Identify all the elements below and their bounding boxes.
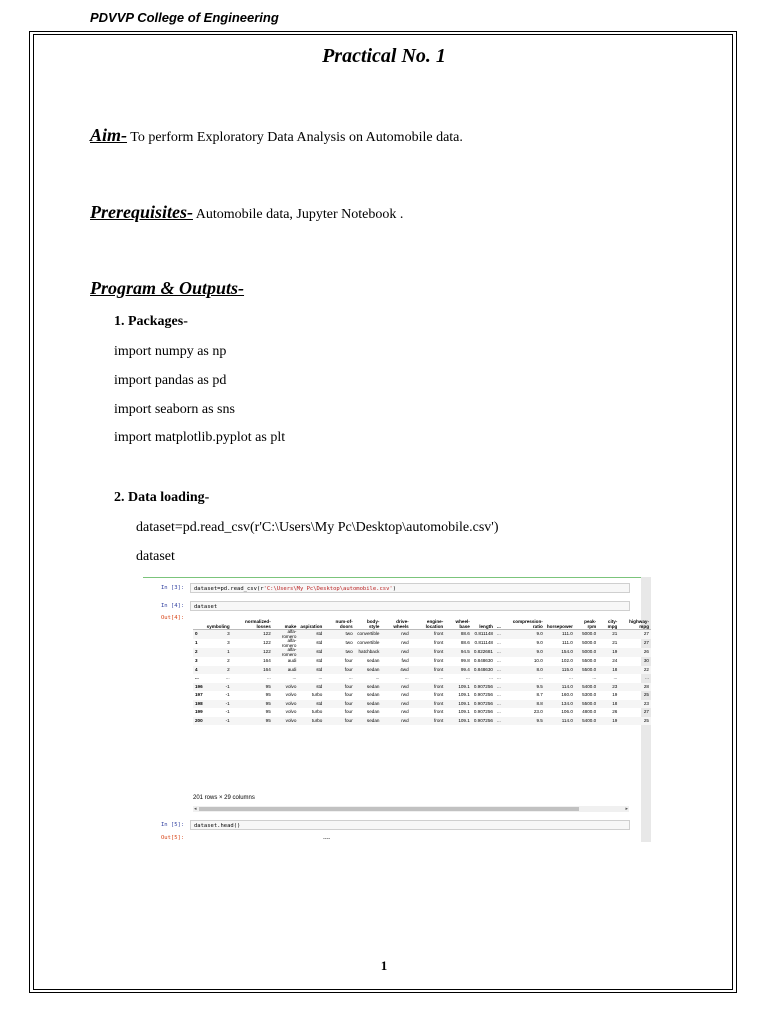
column-header: highway-mpg — [619, 619, 651, 630]
table-cell: 5500.0 — [575, 700, 598, 709]
code-cell — [190, 601, 630, 611]
table-cell: 18 — [598, 666, 619, 675]
table-cell: 5000.0 — [575, 630, 598, 640]
table-cell: 26 — [619, 648, 651, 657]
table-cell: 0.907256 — [473, 692, 493, 697]
prerequisites-text: Automobile data, Jupyter Notebook . — [195, 207, 404, 222]
table-cell: 88.6 — [445, 630, 472, 640]
table-row — [193, 639, 651, 648]
table-cell: ... — [496, 658, 501, 663]
table-cell: 0.907256 — [473, 709, 493, 714]
table-cell: four — [344, 692, 353, 697]
column-header: city-mpg — [598, 619, 619, 630]
table-cell: rwd — [381, 717, 410, 726]
table-cell: volvo — [273, 717, 299, 726]
page-inner-border — [33, 34, 733, 990]
table-cell: 99.8 — [460, 658, 470, 663]
cell-selection-line — [143, 577, 643, 578]
table-cell: 109.1 — [445, 717, 472, 726]
table-cell: -1 — [205, 717, 232, 726]
table-row — [193, 717, 651, 726]
table-cell: turbo — [311, 692, 323, 697]
cell-prompt: In [3]: — [161, 585, 185, 591]
table-cell: ... — [404, 675, 409, 680]
table-cell: ... — [569, 675, 573, 680]
table-cell: 114.0 — [545, 717, 575, 726]
table-cell: front — [411, 700, 446, 709]
table-cell: 8.7 — [536, 692, 543, 697]
table-cell: 160.0 — [561, 692, 573, 697]
row-index: 0 — [193, 630, 205, 640]
table-cell: 27 — [619, 630, 651, 640]
row-index: 1 — [195, 640, 198, 646]
output-prompt: Out[5]: — [161, 835, 185, 841]
table-cell: 19 — [612, 692, 618, 697]
table-cell: 109.1 — [458, 692, 470, 697]
table-cell: 122 — [263, 640, 271, 646]
code-string: 'C:\Users\My Pc\Desktop\automobile.csv' — [263, 586, 393, 592]
table-cell: 0.907256 — [472, 717, 495, 726]
table-cell: ... — [496, 692, 501, 697]
table-cell: sedan — [366, 658, 380, 663]
row-count: 201 rows × 29 columns — [193, 795, 255, 801]
table-cell: ... — [613, 675, 618, 680]
row-index: 4 — [193, 666, 205, 675]
table-cell: two — [324, 630, 354, 640]
table-cell: 0.811148 — [474, 640, 493, 646]
table-cell: rwd — [381, 648, 410, 657]
table-cell: rwd — [401, 709, 409, 714]
table-cell: 9.0 — [503, 648, 545, 657]
table-cell: four — [324, 700, 354, 709]
table-cell: 3 — [227, 640, 230, 646]
code-line: import pandas as pd — [114, 373, 227, 388]
table-cell: 164 — [263, 658, 271, 663]
table-cell: 95 — [232, 683, 273, 692]
table-cell: sedan — [366, 709, 380, 714]
prerequisites-section — [90, 202, 403, 223]
table-row — [193, 657, 651, 666]
table-cell: front — [411, 666, 446, 675]
table-cell: 0.848630 — [472, 666, 495, 675]
table-cell: 88.6 — [460, 640, 470, 646]
table-cell: ... — [495, 648, 503, 657]
code-text: ) — [392, 586, 396, 592]
row-index: 199 — [195, 709, 203, 714]
table-cell: 102.0 — [561, 658, 573, 663]
table-cell: audi — [287, 658, 297, 663]
table-cell: 27 — [643, 709, 649, 714]
table-row — [193, 691, 651, 700]
table-cell: 2 — [227, 658, 230, 663]
table-cell: -1 — [205, 700, 232, 709]
table-cell: 94.5 — [445, 648, 472, 657]
horizontal-scrollbar[interactable] — [193, 806, 629, 812]
table-cell: 99.4 — [445, 666, 472, 675]
table-cell: std — [298, 666, 324, 675]
table-cell: std — [298, 648, 324, 657]
table-cell: ... — [592, 675, 597, 680]
table-cell: 19 — [598, 648, 619, 657]
table-cell: 164 — [232, 666, 273, 675]
table-cell: volvo — [285, 692, 297, 697]
table-cell: four — [344, 658, 353, 663]
table-row — [193, 700, 651, 709]
table-cell: 10.0 — [533, 658, 543, 663]
column-header: normalized-losses — [232, 619, 273, 630]
table-cell: 0.907256 — [472, 700, 495, 709]
table-row — [193, 648, 651, 657]
aim-section — [90, 125, 463, 146]
table-cell: 122 — [232, 630, 273, 640]
table-cell: sedan — [355, 700, 382, 709]
row-index: ... — [195, 675, 199, 680]
table-cell: 109.1 — [445, 700, 472, 709]
table-cell: 8.8 — [503, 700, 545, 709]
table-cell: ... — [645, 675, 649, 680]
table-cell: 5300.0 — [582, 692, 597, 697]
table-row — [193, 674, 651, 683]
table-cell: 2 — [205, 666, 232, 675]
row-index: 198 — [193, 700, 205, 709]
packages-heading: 1. Packages- — [114, 314, 188, 329]
table-cell: alfa-romero — [281, 638, 297, 648]
table-cell: 30 — [643, 658, 649, 663]
table-cell: audi — [273, 666, 299, 675]
table-cell: ... — [495, 666, 503, 675]
table-cell: front — [411, 683, 446, 692]
table-cell: rwd — [381, 683, 410, 692]
table-cell: ... — [496, 709, 501, 714]
table-cell: 154.0 — [545, 648, 575, 657]
table-cell: hatchback — [355, 648, 382, 657]
table-cell: sedan — [355, 666, 382, 675]
table-cell: 21 — [598, 630, 619, 640]
table-cell: ... — [348, 675, 353, 680]
column-header: symboling — [205, 619, 232, 630]
table-cell: 22 — [619, 666, 651, 675]
table-cell: 114.0 — [545, 683, 575, 692]
column-header — [193, 619, 205, 630]
notebook-screenshot — [143, 577, 651, 842]
table-cell: rwd — [401, 640, 409, 646]
row-index: 200 — [193, 717, 205, 726]
table-cell: ... — [495, 717, 503, 726]
prerequisites-heading: Prerequisites- — [90, 202, 193, 222]
table-cell: front — [411, 717, 446, 726]
column-header: wheel-base — [445, 619, 472, 630]
table-cell: 95 — [232, 717, 273, 726]
table-cell: 95 — [265, 692, 271, 697]
table-cell: front — [434, 692, 444, 697]
column-header: make — [273, 619, 299, 630]
column-header: drive-wheels — [381, 619, 410, 630]
table-cell: alfa-romero — [273, 648, 299, 657]
row-index: 3 — [195, 658, 198, 663]
table-cell: ... — [496, 675, 501, 680]
table-cell: 26 — [612, 709, 618, 714]
column-header: length — [472, 619, 495, 630]
table-cell: 111.0 — [562, 640, 573, 646]
table-cell: ... — [538, 675, 543, 680]
code-text: dataset=pd.read_csv(r — [194, 586, 264, 592]
table-cell: ... — [292, 675, 297, 680]
row-index: 196 — [193, 683, 205, 692]
code-text: dataset — [194, 604, 218, 610]
page-number: 1 — [380, 958, 388, 973]
dataframe-table — [193, 619, 651, 725]
table-cell: 3 — [205, 630, 232, 640]
table-cell: 19 — [598, 717, 619, 726]
table-cell: 23 — [598, 683, 619, 692]
table-row — [193, 708, 651, 717]
code-line: import seaborn as sns — [114, 402, 235, 417]
table-cell: four — [324, 683, 354, 692]
table-cell: turbo — [298, 717, 324, 726]
output-placeholder: ---- — [323, 836, 331, 842]
table-cell: 5000.0 — [575, 648, 598, 657]
table-cell: 9.0 — [503, 630, 545, 640]
table-cell: 8.0 — [503, 666, 545, 675]
table-cell: convertible — [357, 640, 380, 646]
table-cell: 23 — [619, 700, 651, 709]
table-cell: ... — [489, 675, 493, 680]
table-cell: turbo — [311, 709, 323, 714]
table-cell: front — [411, 630, 446, 640]
table-cell: alfa-romero — [273, 630, 299, 640]
table-cell: std — [298, 683, 324, 692]
table-cell: front — [411, 648, 446, 657]
table-cell: 25 — [643, 692, 649, 697]
scroll-thumb[interactable] — [199, 807, 579, 811]
table-cell: ... — [375, 675, 380, 680]
table-cell: two — [345, 640, 353, 646]
table-cell: ... — [318, 675, 323, 680]
column-header: aspiration — [298, 619, 324, 630]
table-cell: 23.0 — [533, 709, 543, 714]
table-cell: front — [434, 640, 444, 646]
table-row — [193, 666, 651, 675]
cell-prompt: In [4]: — [161, 603, 185, 609]
cell-prompt: In [5]: — [161, 822, 185, 828]
scroll-left-icon[interactable]: ◂ — [194, 806, 197, 812]
data-loading-heading: 2. Data loading- — [114, 490, 210, 505]
table-cell: front — [434, 709, 444, 714]
table-cell: 5400.0 — [575, 683, 598, 692]
table-cell: -1 — [205, 683, 232, 692]
table-cell: std — [298, 630, 324, 640]
table-cell: 115.0 — [545, 666, 575, 675]
table-cell: 0.822681 — [472, 648, 495, 657]
code-line: import matplotlib.pyplot as plt — [114, 430, 286, 445]
aim-text: To perform Exploratory Data Analysis on Automobile data. — [130, 130, 463, 145]
table-cell: 27 — [643, 640, 649, 646]
table-cell: 106.0 — [561, 709, 573, 714]
table-cell: 134.0 — [545, 700, 575, 709]
table-cell: 95 — [232, 700, 273, 709]
table-cell: front — [434, 658, 444, 663]
table-cell: 5500.0 — [575, 666, 598, 675]
table-cell: volvo — [273, 683, 299, 692]
table-cell: -1 — [225, 709, 230, 714]
table-cell: 28 — [619, 683, 651, 692]
column-header: peak-rpm — [575, 619, 598, 630]
table-cell: std — [298, 700, 324, 709]
row-index: 197 — [195, 692, 203, 697]
table-cell: -1 — [225, 692, 230, 697]
table-cell: 0.811148 — [472, 630, 495, 640]
table-cell: 0.848630 — [473, 658, 493, 663]
table-cell: 0.907256 — [472, 683, 495, 692]
row-index: 2 — [193, 648, 205, 657]
table-cell: ... — [495, 700, 503, 709]
scroll-right-icon[interactable]: ▸ — [625, 806, 628, 812]
table-cell: 109.1 — [445, 683, 472, 692]
table-cell: rwd — [401, 692, 409, 697]
table-cell: 122 — [232, 648, 273, 657]
column-header: horsepower — [545, 619, 575, 630]
table-cell: ... — [439, 675, 444, 680]
table-cell: 9.5 — [503, 683, 545, 692]
table-cell: four — [324, 666, 354, 675]
code-line: dataset — [136, 549, 175, 564]
table-cell: two — [324, 648, 354, 657]
table-cell: 24 — [612, 658, 618, 663]
column-header: body-style — [355, 619, 382, 630]
table-cell: std — [316, 640, 323, 646]
table-row — [193, 630, 651, 640]
table-cell: four — [324, 717, 354, 726]
program-heading: Program & Outputs- — [90, 278, 245, 298]
column-header: compression-ratio — [503, 619, 545, 630]
table-cell: ... — [495, 630, 503, 640]
table-cell: 25 — [619, 717, 651, 726]
table-cell: 111.0 — [545, 630, 575, 640]
table-cell: ... — [266, 675, 271, 680]
table-cell: std — [316, 658, 323, 663]
code-text: dataset.head() — [194, 823, 241, 829]
table-cell: 5000.0 — [582, 640, 597, 646]
practical-title: Practical No. 1 — [322, 45, 446, 67]
table-cell: four — [344, 709, 353, 714]
column-header: num-of-doors — [324, 619, 354, 630]
table-cell: 21 — [612, 640, 618, 646]
table-cell: 4800.0 — [582, 709, 597, 714]
table-cell: sedan — [366, 692, 380, 697]
table-cell: ... — [496, 640, 501, 646]
table-cell: 18 — [598, 700, 619, 709]
table-cell: rwd — [381, 630, 410, 640]
table-cell: 5500.0 — [582, 658, 597, 663]
table-cell: convertible — [355, 630, 382, 640]
table-cell: 9.0 — [536, 640, 543, 646]
table-cell: ... — [465, 675, 470, 680]
code-line: dataset=pd.read_csv(r'C:\Users\My Pc\Desktop\automobile.csv') — [136, 520, 499, 535]
table-cell: 5400.0 — [575, 717, 598, 726]
table-cell: 9.5 — [503, 717, 545, 726]
table-cell: ... — [495, 683, 503, 692]
column-header: engine-location — [411, 619, 446, 630]
table-cell: 1 — [205, 648, 232, 657]
table-cell: ... — [225, 675, 230, 680]
code-line: import numpy as np — [114, 344, 227, 359]
table-cell: rwd — [381, 700, 410, 709]
table-cell: sedan — [355, 717, 382, 726]
table-cell: 109.1 — [458, 709, 470, 714]
table-cell: fwd — [401, 658, 409, 663]
column-header: ... — [495, 619, 503, 630]
code-cell — [190, 583, 630, 593]
code-cell — [190, 820, 630, 830]
college-header: PDVVP College of Engineering — [90, 10, 279, 25]
table-cell: volvo — [285, 709, 297, 714]
table-cell: 4wd — [381, 666, 410, 675]
aim-heading: Aim- — [90, 125, 128, 145]
table-cell: sedan — [355, 683, 382, 692]
output-prompt: Out[4]: — [161, 615, 185, 621]
table-cell: volvo — [273, 700, 299, 709]
table-cell: 95 — [265, 709, 271, 714]
table-row — [193, 683, 651, 692]
